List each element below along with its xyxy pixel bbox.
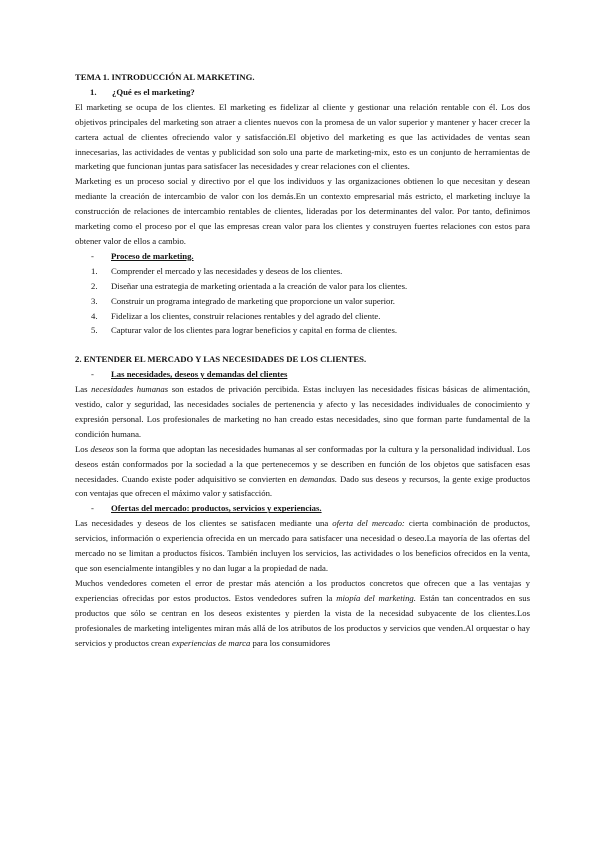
text-run: Están tan concentrados en sus productos que sólo se centran en los deseos existentes y pierden la vista de la necesidad subyacente de los clientes.Los profesionales de marketing inteligentes miran más allá de los atributos de los productos y servicios que venden.Al orquestar o hay servicios y productos crean [75, 592, 530, 648]
document-page [75, 70, 530, 650]
list-item-text: Comprender el mercado y las necesidades y deseos de los clientes. [111, 265, 343, 276]
list-item-number: 2. [91, 280, 98, 291]
list-item-text: Construir un programa integrado de marketing que proporcione un valor superior. [111, 295, 395, 306]
section-2-heading: 2. ENTENDER EL MERCADO Y LAS NECESIDADES DE LOS CLIENTES. [75, 354, 367, 365]
paragraph-wants [75, 442, 530, 502]
list-item [75, 309, 530, 324]
text-run: Las [75, 384, 92, 395]
list-item [75, 294, 530, 309]
emphasis-text: miopía del marketing. [336, 592, 416, 603]
emphasis-text: necesidades humanas [91, 384, 169, 395]
list-item [75, 323, 530, 338]
list-item-text: Diseñar una estrategia de marketing orientada a la creación de valor para los clientes. [111, 280, 408, 291]
emphasis-text: oferta del mercado: [332, 518, 405, 529]
paragraph-s1-1: El marketing se ocupa de los clientes. El marketing es fidelizar al cliente y gestionar una relación rentable con él. Los dos objetivos principales del marketing son atraer a clientes nuevos con la promesa de un valor superior y mantener y hacer crecer la cartera actual de clientes ofreciendo valor y satisfacción.El objetivo del marketing es que las actividades de ventas sean innecesarias, las actividades de ventas y publicidad son solo una parte de marketing-mix, esto es un conjunto de herramientas de marketing que funcionan juntas para satisfacer las necesidades y crear relaciones con el clientes. [75, 101, 530, 172]
list-item [75, 279, 530, 294]
emphasis-text: experiencias de marca [171, 637, 251, 648]
dash-bullet: - [91, 250, 94, 261]
list-item-text: Fidelizar a los clientes, construir relaciones rentables y del agrado del cliente. [111, 310, 381, 321]
emphasis-text: demandas. [299, 473, 338, 484]
text-run: Las necesidades y deseos de los clientes se satisfacen mediante una [75, 518, 333, 529]
process-heading-text: Proceso de marketing. [111, 250, 194, 261]
section-1-title: ¿Qué es el marketing? [112, 86, 195, 97]
section-1-number: 1. [90, 86, 97, 97]
text-run: son la forma que adoptan las necesidades humanas al ser conformadas por la cultura y la personalidad individual. Los deseos están conformados por la sociedad a la que pertenecemos y se describen en función de los objetos que satisfacen esas necesidades. Cuando existe poder adquisitivo se convierten en [75, 443, 530, 484]
text-run: Muchos vendedores cometen el error de prestar más atención a los productos concretos que ofrecen que a las ventajas y experiencias ofrecidas por estos productos. Estos vendedores sufren la [75, 577, 530, 603]
text-run: son estados de privación percibida. Estas incluyen las necesidades físicas básicas de alimentación, vestido, calor y seguridad, las necesidades sociales de pertenencia y afecto y las necesidades individuales de conocimiento y expresión personal. Los profesionales de marketing no han creado estas necesidades, sino que forman parte fundamental de la condición humana. [75, 384, 530, 439]
list-item-text: Capturar valor de los clientes para lograr beneficios y capital en forma de clientes. [111, 325, 398, 336]
section-1-heading [75, 85, 530, 100]
text-run: cierta combinación de productos, servicios, información o experiencia ofrecida en un mercado para satisfacer una necesidad o deseo.La mayoría de las ofertas del mercado no se limitan a productos físicos. También incluyen los servicios, las actividades o los beneficios ofrecidos en la venta, que son esencialmente intangibles y no dan lugar a la propiedad de nada. [75, 518, 530, 573]
text-run: Dado sus deseos y recursos, la gente exige productos con ventajas que ofrecen el máximo valor y satisfacción. [75, 473, 530, 499]
list-item-number: 5. [91, 325, 98, 336]
list-item-number: 1. [91, 265, 98, 276]
text-run: para los consumidores [250, 637, 331, 648]
process-heading [75, 249, 530, 264]
paragraph-s1-2: Marketing es un proceso social y directivo por el que los individuos y las organizaciones obtienen lo que necesitan y desean mediante la creación de intercambio de valor con los demás.En un contexto empresarial más estricto, el marketing incluye la construcción de relaciones de intercambio rentables de clientes, lideradas por los determinantes del valor. Por tanto, definimos marketing como el proceso por el que las empresas crean valor para los clientes y construyen fuertes relaciones con estos para obtener valor de ellos a cambio. [75, 176, 530, 246]
paragraph-needs [75, 382, 530, 442]
subheading-offers-text: Ofertas del mercado: productos, servicios y experiencias. [111, 503, 322, 514]
text-run: Los [75, 443, 91, 454]
process-steps-list [75, 264, 530, 339]
list-item-number: 3. [91, 295, 98, 306]
emphasis-text: deseos [90, 443, 114, 454]
paragraph-myopia [75, 576, 530, 651]
dash-bullet: - [91, 369, 94, 380]
paragraph-offers [75, 516, 530, 576]
subheading-offers [75, 501, 530, 516]
list-item [75, 264, 530, 279]
document-title: TEMA 1. INTRODUCCIÓN AL MARKETING. [75, 72, 255, 82]
list-item-number: 4. [91, 310, 98, 321]
subheading-needs-text: Las necesidades, deseos y demandas del clientes [111, 369, 288, 380]
dash-bullet: - [91, 503, 94, 514]
subheading-needs [75, 367, 530, 382]
